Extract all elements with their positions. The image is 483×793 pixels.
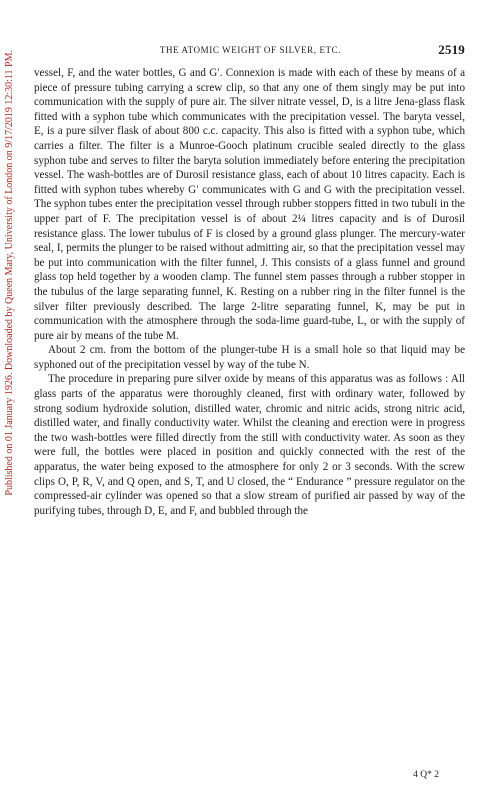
signature-mark: 4 Q* 2 <box>413 770 439 780</box>
download-watermark-text: Published on 01 January 1926. Downloaded by Queen Mary, University of London on 9/17/2019 12:30:11 PM. <box>4 50 15 496</box>
paragraph: vessel, F, and the water bottles, G and G′. Connexion is made with each of these by means of a piece of pressure tubing carrying a screw clip, so that any one of them singly may be put into communication with the supply of pure air. The silver nitrate vessel, D, is a litre Jena-glass flask fitted with a syphon tube which communicates with the precipitation vessel. The baryta vessel, E, is a pure silver flask of about 800 c.c. capacity. This also is fitted with a syphon tube, which carries a filter. The filter is a Munroe-Gooch platinum crucible sealed directly to the glass syphon tube and serves to filter the baryta solution immediately before entering the precipitation vessel. The wash-bottles are of Durosil resistance glass, each of about 10 litres capacity. Each is fitted with syphon tubes whereby G′ communicates with G and G with the precipitation vessel. The syphon tubes enter the precipitation vessel through rubber stoppers fitted in two tubuli in the upper part of F. The precipitation vessel is of about 2¼ litres capacity and is of Durosil resistance glass. The lower tubulus of F is closed by a ground glass plunger. The mercury-water seal, I, permits the plunger to be raised without admitting air, so that the precipitation vessel may be put into communication with the filter funnel, J. This consists of a glass funnel and ground glass top held together by a wooden clamp. The funnel stem passes through a rubber stopper in the tubulus of the large separating funnel, K. Resting on a rubber ring in the filter funnel is the silver filter previously described. The large 2-litre separating funnel, K, may be put in communication with the atmosphere through the soda-lime guard-tube, L, or with the supply of pure air by means of the tube M. <box>34 67 465 342</box>
page-number: 2519 <box>438 42 465 57</box>
paragraph: The procedure in preparing pure silver oxide by means of this apparatus was as follows : All glass parts of the apparatus were thoroughly cleaned, first with ordinary water, followed by strong sodium hydroxide solution, distilled water, chromic and nitric acids, strong nitric acid, distilled water, and finally conductivity water. Whilst the cleaning and erection were in progress the two wash-bottles were filled directly from the still with conductivity water. As soon as they were full, the bottles were placed in position and quickly connected with the rest of the apparatus, the water being exposed to the atmosphere for only 2 or 3 seconds. With the screw clips O, P, R, V, and Q open, and S, T, and U closed, the “ Endurance ” pressure regulator on the compressed-air cylinder was opened so that a slow stream of purified air passed by way of the purifying tubes, through D, E, and F, and bubbled through the <box>34 373 465 517</box>
page-header <box>36 42 465 58</box>
paragraph: About 2 cm. from the bottom of the plunger-tube H is a small hole so that liquid may be syphoned out of the precipitation vessel by way of the tube N. <box>34 344 465 371</box>
running-head: THE ATOMIC WEIGHT OF SILVER, ETC. <box>159 45 342 55</box>
download-watermark <box>2 50 18 740</box>
body-text <box>34 66 465 756</box>
